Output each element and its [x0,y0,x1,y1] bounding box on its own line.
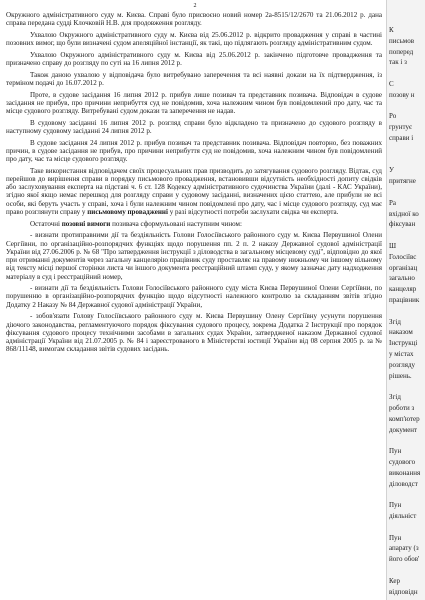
paragraph-text: Ухвалою Окружного адміністративного суду м. Києва від 25.06.2012 р. закінчено підготовче провадження та призначено справу до розгляду по суті на 16 липня 2012 р. [6,50,382,68]
margin-fragment: У [389,166,394,175]
margin-fragment: грунтує [389,123,412,132]
page-number: 2 [193,3,197,9]
adjacent-page-fragment [386,0,425,600]
paragraph-text: Також даною ухвалою у відповідача було витребувано заперечення та всі наявні докази на їх підтвердження, із терміном подачі до 16.07.2012 р. [6,70,382,87]
paragraph-p4 [6,71,382,88]
emphasized-text: позовні вимоги [61,219,111,228]
margin-fragment: організац [389,263,418,272]
margin-fragment: Пун [389,533,402,542]
margin-fragment: рішень. [389,371,412,380]
paragraph-text: позивача сформульовані наступним чином: [110,219,242,228]
margin-fragment: притягне [389,177,416,186]
margin-fragment: документ [389,425,418,434]
paragraph-p2 [6,31,382,48]
paragraph-p3 [6,51,382,68]
margin-fragment: виконання [389,468,421,477]
margin-fragment: відповідн [389,587,418,596]
margin-fragment: Згід [389,393,401,402]
margin-fragment: поперед [389,47,414,56]
margin-fragment: працівник [389,296,420,304]
margin-fragment: письмов [389,36,415,45]
margin-fragment: так і з [389,58,407,67]
margin-fragment: комп'ютер [389,414,420,423]
margin-fragment: Інструкці [389,339,418,348]
margin-fragment: Голосіївс [389,252,417,261]
paragraph-p9 [6,220,382,228]
paragraph-text: Таке використання відповідачем своїх процесуальних прав призводить до затягування судового розгляду. Відтак, суд перейшов до вирішення справи в порядку письмового провадження, встановивши відсутність необхідності допиту свідків або заслуховування експерта на підставі ч. 6 ст. 128 Кодексу адміністративного судочинства України (далі - КАС України), згідно якої якщо немає перешкод для розгляду справи у судовому засіданні, визначених цією статтею, але прибули не всі особи, які беруть участь у справі, хоча і були належним чином повідомлені про дату, час і місце судового розгляду, суд має право розглянути справу у [6,166,382,216]
paragraph-p10 [6,231,382,281]
margin-fragment: канцеляр [389,285,417,294]
margin-fragment: діловодст [389,479,418,488]
paragraph-p12 [6,312,382,353]
margin-fragment: апарату (з [389,544,419,553]
margin-fragment: судового [389,458,416,466]
paragraph-p8 [6,167,382,217]
margin-fragment: Кер [389,576,401,585]
emphasized-text: письмовому провадженні [87,207,168,216]
paragraph-text: Проте, в судове засідання 16 липня 2012 р. прибув лише позивач та представник позивача. Відповідач в судове засідання не прибув, про причини неприбуття суд не повідомив, хоча належним чином був повідомлений про дату, час та місце судового розгляду. Витребувані судом докази та заперечення не надав. [6,90,382,116]
paragraph-p7 [6,139,382,164]
margin-fragment: С [389,80,394,88]
margin-fragment: Ро [389,112,397,121]
paragraph-text: - зобов'язати Голову Голосіївського районного суду м. Києва Первушину Олену Сергіївну усунути порушення діючого законодавства, регламентуючого порядок фіксування судового процесу, зокрема Додатка 2 Інструкції про порядок фіксування судового процесу технічними засобами в загальних судах України, затвердженої наказом Державної судової адміністрації України від 21.07.2005 р. № 84 і зареєстрованого в Міністерстві юстиції України від 08 серпня 2005 р. за № 868/11148, вимогам складання звітів судових засідань. [6,312,382,354]
margin-fragment: Ра [389,198,396,207]
paragraph-text: Остаточні [30,219,62,228]
margin-fragment: К [389,26,394,34]
margin-fragment: наказом [389,328,413,337]
paragraph-text: у разі відсутності потреби заслухати свідка чи експерта. [167,207,339,216]
paragraph-text: В судовому засіданні 16 липня 2012 р. розгляд справи було відкладено та призначено до судового розгляду в наступному судовому засіданні 24 липня 2012 р. [6,118,382,135]
paragraph-text: Окружного адміністративного суду м. Києва. Справі було присвоєно новий номер 2а-8515/12/2670 та 21.06.2012 р. дана справа передана судді Клочковій Н.В. для продовження розгляду. [6,11,382,28]
margin-fragment: Згід [389,317,401,326]
paragraph-p11 [6,284,382,309]
document-body [6,11,382,357]
paragraph-p1 [6,11,382,28]
paragraph-p6 [6,119,382,136]
paragraph-text: Ухвалою Окружного адміністративного суду м. Києва від 25.06.2012 р. відкрито провадження у справі в частині позовних вимог, що були визначені судом апеляційної інстанції, як такі, що підлягають розгляду адміністративним судом. [6,30,382,48]
margin-fragment: справи і [389,134,414,142]
margin-fragment: фіксуван [389,220,416,229]
margin-fragment: діяльніст [389,512,417,520]
paragraph-p5 [6,91,382,116]
margin-fragment: позову н [389,90,415,99]
margin-fragment: Пун [389,447,402,456]
paragraph-text: - визнати протиправними дії та бездіяльність Голови Голосіївського районного суду м. Києва Первушиної Олени Сергіївни, по організаційно-розпорядчих функціях щодо порушення пп. 2 п. 2 наказу Державної судової адміністрації України від 27.06.2006 р. № 68 "Про затвердження інструкції з діловодства в загальному місцевому суді", відповідно до якої при отриманні документів через загальну канцелярію працівник суду проставляє на правому нижньому чи іншому вільному від тексту місці першої сторінки листа чи іншого документа реєстраційний штамп суду, у якому зазначає дату надходження матеріалу в суд і реєстраційний номер, [6,231,382,281]
margin-fragment: роботи з [389,404,415,412]
paragraph-text: В судове засідання 24 липня 2012 р. прибув позивач та представник позивача. Відповідач повторно, без поважних причин, в судове засідання не прибув, про причини неприбуття суд не повідомив, хоча належним чином був повідомлений про дату, час та місце судового розгляду. [6,138,382,164]
paragraph-text: - визнати дії та бездіяльність Голови Голосіївського районного суду міста Києва Первушиної Олени Сергіївни, по порушенню в організаційно-розпорядчих функцію щодо відсутності належного контролю за складанням звітів згідно Додатку 2 Наказу № 84 Державної судової адміністрації України, [6,284,382,309]
margin-fragment: розгляду [389,360,416,369]
margin-fragment: Пун [389,501,402,510]
margin-fragment: вхідної ко [389,209,419,218]
margin-fragment: Ш [389,242,397,250]
margin-fragment: загально [389,274,415,283]
margin-fragment: його обов' [389,555,420,564]
margin-fragment: у містах [389,350,414,358]
